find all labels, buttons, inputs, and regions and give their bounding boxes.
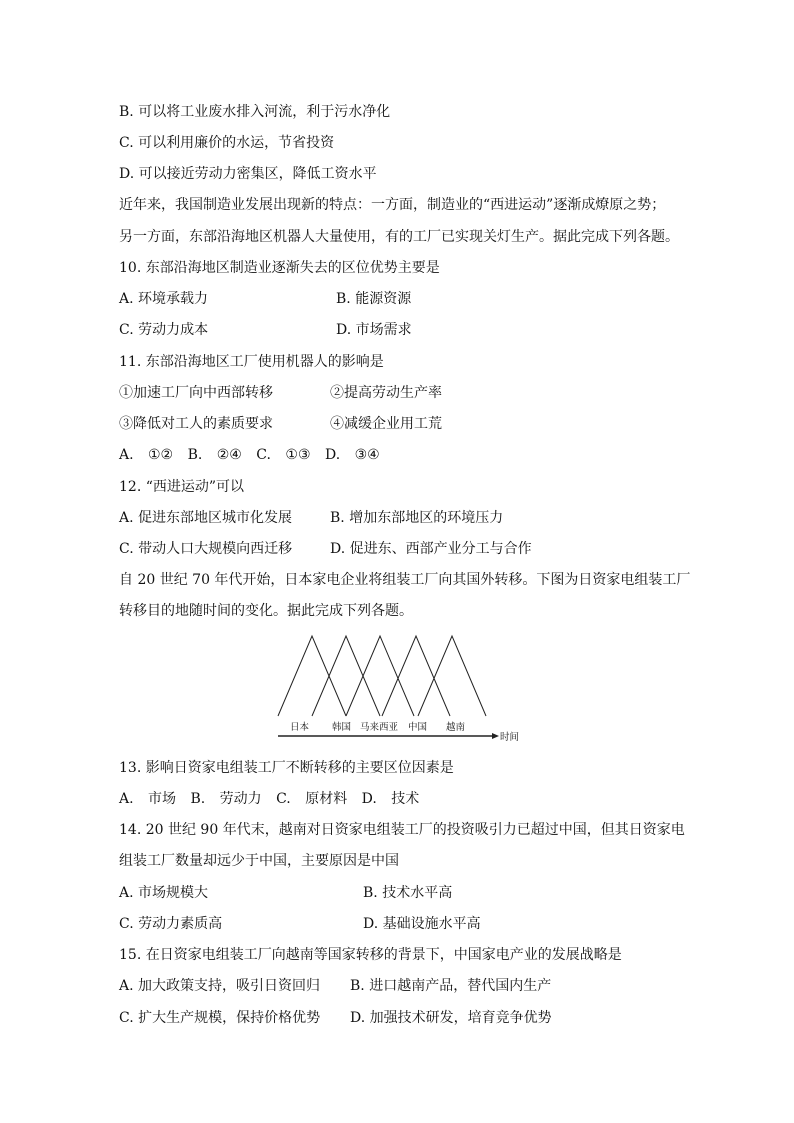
label-japan: 日本 [290,722,310,733]
q11-statement-3: ③降低对工人的素质要求 [119,416,273,432]
q14-option-a: A. 市场规模大 [119,885,209,901]
q10-option-a: A. 环境承载力 [119,291,209,307]
question-14-line-2: 组装工厂数量却远少于中国，主要原因是中国 [119,853,399,869]
q14-option-b: B. 技术水平高 [363,885,453,901]
q15-option-d: D. 加强技术研发，培育竞争优势 [350,1010,552,1026]
q12-option-c: C. 带动人口大规模向西迁移 [119,541,293,557]
q11-answer-options: A. ①② B. ②④ C. ①③ D. ③④ [119,447,380,463]
question-14-line-1: 14. 20 世纪 90 年代末，越南对日资家电组装工厂的投资吸引力已超过中国，但其日资家电 [119,822,685,838]
q9-option-c: C. 可以利用廉价的水运，节省投资 [119,135,335,151]
q12-option-a: A. 促进东部地区城市化发展 [119,510,293,526]
factory-relocation-diagram [270,632,530,744]
q14-option-d: D. 基础设施水平高 [363,916,481,932]
q11-statement-1: ①加速工厂向中西部转移 [119,385,273,401]
axis-label-time: 时间 [500,732,520,743]
question-10: 10. 东部沿海地区制造业逐渐失去的区位优势主要是 [119,260,440,276]
question-11: 11. 东部沿海地区工厂使用机器人的影响是 [119,354,384,370]
passage-line-1: 近年来，我国制造业发展出现新的特点：一方面，制造业的“西进运动”逐渐成燎原之势； [119,197,666,213]
q12-option-d: D. 促进东、西部产业分工与合作 [330,541,532,557]
label-korea: 韩国 [332,722,352,733]
q10-option-b: B. 能源资源 [336,291,412,307]
curve-malaysia [346,636,414,716]
label-malaysia: 马来西亚 [360,722,399,733]
curve-korea [312,636,380,716]
question-15: 15. 在日资家电组装工厂向越南等国家转移的背景下，中国家电产业的发展战略是 [119,947,622,963]
passage2-line-1: 自 20 世纪 70 年代开始，日本家电企业将组装工厂向其国外转移。下图为日资家电组装工厂 [119,572,691,588]
q11-statement-2: ②提高劳动生产率 [330,385,442,401]
label-china: 中国 [408,722,428,733]
q15-option-a: A. 加大政策支持，吸引日资回归 [119,978,321,994]
passage-line-2: 另一方面，东部沿海地区机器人大量使用，有的工厂已实现关灯生产。据此完成下列各题。 [119,229,679,245]
q15-option-b: B. 进口越南产品，替代国内生产 [350,978,552,994]
label-vietnam: 越南 [446,722,466,733]
question-12: 12. “西进运动”可以 [119,479,245,495]
q15-option-c: C. 扩大生产规模，保持价格优势 [119,1010,321,1026]
question-13: 13. 影响日资家电组装工厂不断转移的主要区位因素是 [119,760,454,776]
q9-option-b: B. 可以将工业废水排入河流，利于污水净化 [119,104,391,120]
q12-option-b: B. 增加东部地区的环境压力 [330,510,504,526]
q14-option-c: C. 劳动力素质高 [119,916,223,932]
q13-answer-options: A. 市场 B. 劳动力 C. 原材料 D. 技术 [119,791,420,807]
q10-option-c: C. 劳动力成本 [119,322,209,338]
curve-china [382,636,450,716]
curve-vietnam [418,636,486,716]
q9-option-d: D. 可以接近劳动力密集区，降低工资水平 [119,166,377,182]
curve-japan [278,636,346,716]
q11-statement-4: ④减缓企业用工荒 [330,416,442,432]
time-axis-arrow [492,733,499,739]
passage2-line-2: 转移目的地随时间的变化。据此完成下列各题。 [119,603,413,619]
q10-option-d: D. 市场需求 [336,322,412,338]
